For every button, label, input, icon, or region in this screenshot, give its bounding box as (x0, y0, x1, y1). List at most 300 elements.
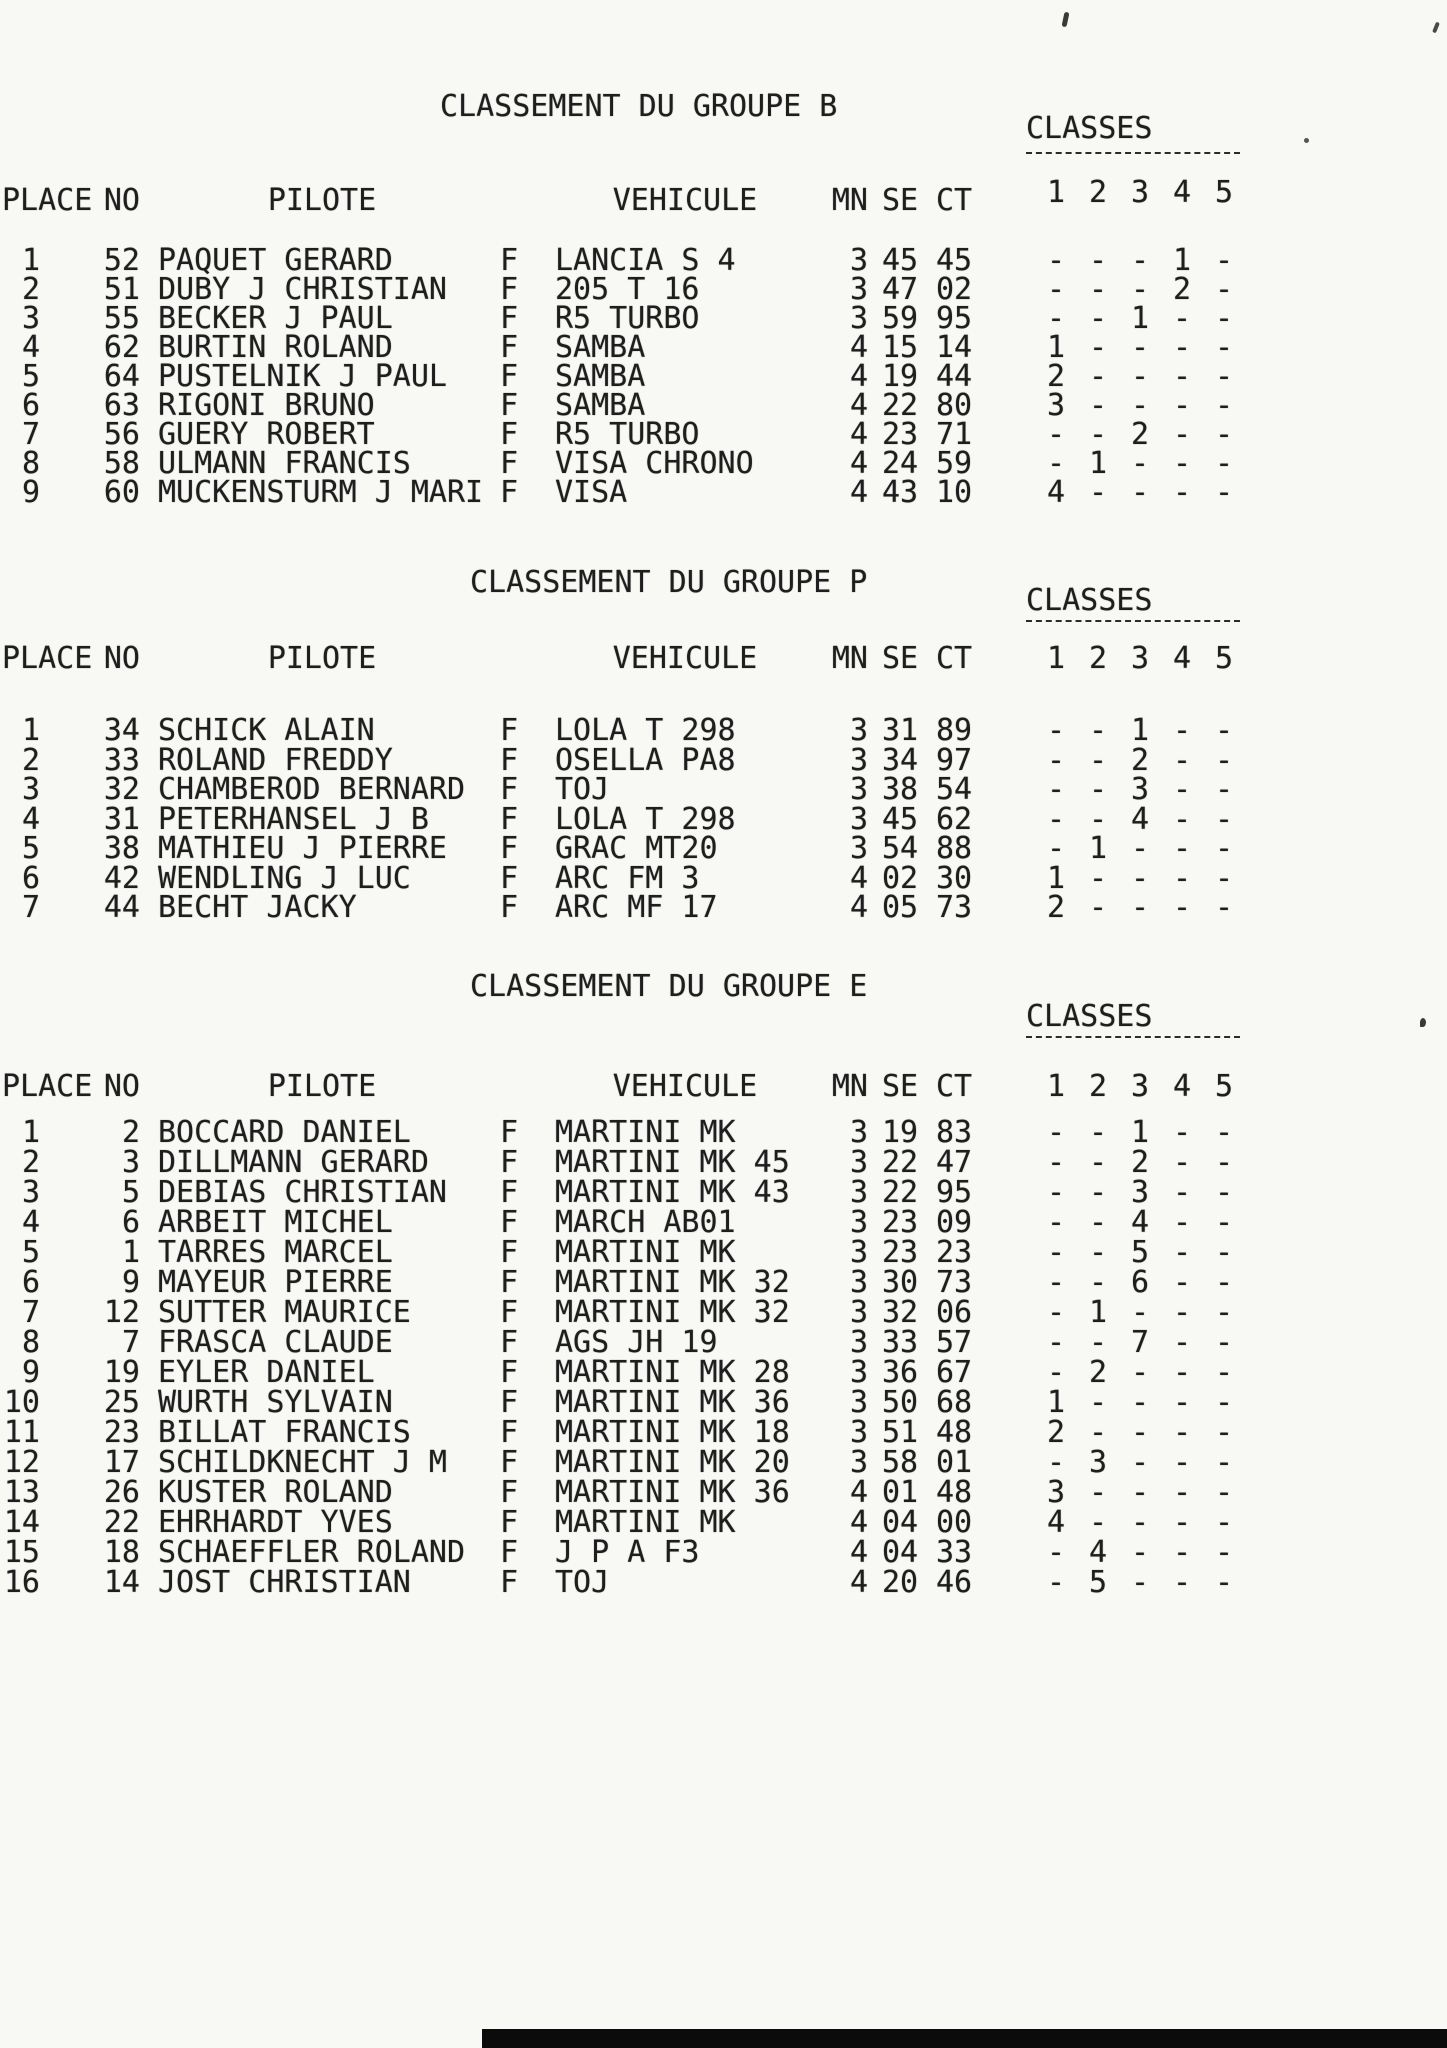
centiseconds-cell: 46 (935, 1565, 973, 1600)
place-cell: 10 (3, 1385, 40, 1420)
place-cell: 4 (21, 1205, 40, 1240)
result-row (0, 831, 1245, 866)
column-gap (980, 275, 1035, 304)
seconds-cell: 22 (881, 388, 919, 423)
class-5-cell: - (1214, 1205, 1234, 1240)
class-2-cell: 4 (1088, 1535, 1108, 1570)
class-5-cell: - (1214, 330, 1234, 365)
class-5-cell: - (1214, 1325, 1234, 1360)
class-1-cell: - (1046, 742, 1066, 778)
car-number-cell: 26 (103, 1475, 140, 1510)
class-1-cell: - (1046, 243, 1066, 278)
country-cell: F (500, 1175, 519, 1210)
centiseconds-cell: 59 (935, 446, 973, 481)
results-table-body (0, 1115, 1245, 1600)
minutes-cell: 4 (849, 1505, 868, 1540)
pilot-cell: GUERY ROBERT (158, 417, 375, 452)
vehicle-cell: MARTINI MK 32 (555, 1265, 790, 1300)
centiseconds-cell: 48 (935, 1415, 973, 1450)
vehicle-cell: R5 TURBO (555, 301, 700, 336)
scan-edge-artifact (482, 2029, 1447, 2048)
place-cell: 3 (21, 301, 40, 336)
class-4-header: 4 (1172, 175, 1192, 210)
minutes-cell: 4 (849, 1475, 868, 1510)
minutes-cell: 4 (849, 446, 868, 481)
centiseconds-cell: 68 (935, 1385, 973, 1420)
seconds-cell: 36 (881, 1355, 919, 1390)
pilot-cell: DEBIAS CHRISTIAN (158, 1175, 447, 1210)
country-cell: F (500, 713, 519, 748)
minutes-cell: 3 (849, 713, 868, 748)
vehicle-cell: MARTINI MK 18 (555, 1415, 790, 1450)
class-2-cell: 5 (1088, 1565, 1108, 1600)
centiseconds-cell: 88 (935, 831, 973, 866)
class-3-cell: 1 (1130, 713, 1150, 748)
result-row (0, 1115, 1245, 1150)
class-3-cell: 3 (1130, 1175, 1150, 1210)
result-row (0, 1355, 1245, 1390)
result-row (0, 243, 1245, 278)
seconds-cell: 23 (881, 417, 919, 452)
number-header: NO (103, 641, 140, 676)
class-5-cell: - (1214, 475, 1234, 510)
country-header (500, 644, 540, 674)
column-gap (980, 1538, 1035, 1568)
class-3-cell: - (1130, 1475, 1150, 1510)
class-4-cell: - (1172, 772, 1192, 807)
class-3-cell: 4 (1130, 1205, 1150, 1240)
place-header: PLACE (2, 641, 93, 676)
class-1-cell: 3 (1046, 388, 1066, 423)
seconds-cell: 04 (881, 1505, 919, 1540)
seconds-cell: 30 (881, 1265, 919, 1300)
class-1-cell: 1 (1046, 1385, 1066, 1420)
car-number-cell: 64 (103, 359, 140, 394)
pilot-cell: FRASCA CLAUDE (158, 1325, 393, 1360)
class-1-cell: - (1046, 1565, 1066, 1600)
class-3-cell: - (1130, 243, 1150, 278)
pilot-cell: PETERHANSEL J B (158, 801, 429, 837)
class-3-cell: 1 (1130, 301, 1150, 336)
car-number-cell: 2 (121, 1115, 140, 1150)
place-cell: 7 (21, 1295, 40, 1330)
pilot-cell: EYLER DANIEL (158, 1355, 375, 1390)
class-4-cell: - (1172, 446, 1192, 481)
car-number-cell: 62 (103, 330, 140, 365)
column-gap (980, 1388, 1035, 1418)
seconds-cell: 38 (881, 772, 919, 807)
scan-speck (1061, 12, 1069, 28)
class-3-cell: 2 (1130, 1145, 1150, 1180)
minutes-cell: 3 (849, 742, 868, 778)
centiseconds-cell: 67 (935, 1355, 973, 1390)
minutes-cell: 3 (849, 272, 868, 307)
pilot-cell: MATHIEU J PIERRE (158, 831, 447, 866)
class-5-cell: - (1214, 772, 1234, 807)
seconds-cell: 43 (881, 475, 919, 510)
place-header: PLACE (2, 183, 93, 218)
pilot-cell: MAYEUR PIERRE (158, 1265, 393, 1300)
column-gap (980, 775, 1035, 805)
car-number-cell: 6 (121, 1205, 140, 1240)
centiseconds-cell: 01 (935, 1445, 973, 1480)
country-cell: F (500, 1565, 519, 1600)
scan-speck (1432, 22, 1440, 34)
car-number-cell: 14 (103, 1565, 140, 1600)
class-2-cell: - (1088, 417, 1108, 452)
class-1-cell: - (1046, 1295, 1066, 1330)
place-cell: 5 (21, 831, 40, 866)
vehicle-cell: MARTINI MK (555, 1505, 736, 1540)
vehicle-cell: MARTINI MK (555, 1235, 736, 1270)
vehicle-header: VEHICULE (612, 641, 758, 676)
place-cell: 15 (3, 1535, 40, 1570)
minutes-cell: 3 (849, 772, 868, 807)
result-row (0, 388, 1245, 423)
centiseconds-cell: 80 (935, 388, 973, 423)
vehicle-cell: SAMBA (555, 359, 646, 394)
class-5-cell: - (1214, 417, 1234, 452)
centiseconds-cell: 95 (935, 301, 973, 336)
centiseconds-cell: 30 (935, 860, 973, 896)
column-gap (980, 304, 1035, 333)
class-4-cell: - (1172, 1355, 1192, 1390)
class-4-cell: - (1172, 1535, 1192, 1570)
minutes-cell: 4 (849, 388, 868, 423)
car-number-cell: 5 (121, 1175, 140, 1210)
result-row (0, 1535, 1245, 1570)
country-cell: F (500, 388, 519, 423)
class-2-cell: - (1088, 713, 1108, 748)
class-3-cell: - (1130, 1355, 1150, 1390)
class-4-cell: - (1172, 301, 1192, 336)
seconds-cell: 45 (881, 801, 919, 837)
column-gap (980, 893, 1035, 923)
result-row (0, 417, 1245, 452)
class-1-cell: - (1046, 1535, 1066, 1570)
class-2-cell: - (1088, 330, 1108, 365)
result-row (0, 742, 1245, 778)
result-row (0, 890, 1245, 925)
car-number-cell: 1 (121, 1235, 140, 1270)
class-2-cell: - (1088, 860, 1108, 896)
class-1-cell: - (1046, 1355, 1066, 1390)
class-3-cell: - (1130, 1385, 1150, 1420)
class-5-cell: - (1214, 359, 1234, 394)
class-3-cell: - (1130, 330, 1150, 365)
vehicle-cell: MARTINI MK 45 (555, 1145, 790, 1180)
country-cell: F (500, 1295, 519, 1330)
class-1-cell: - (1046, 446, 1066, 481)
car-number-cell: 34 (103, 713, 140, 748)
vehicle-cell: VISA CHRONO (555, 446, 754, 481)
centiseconds-cell: 83 (935, 1115, 973, 1150)
minutes-cell: 3 (849, 1415, 868, 1450)
centiseconds-cell: 97 (935, 742, 973, 778)
pilot-cell: KUSTER ROLAND (158, 1475, 393, 1510)
vehicle-cell: ARC FM 3 (555, 860, 700, 896)
country-cell: F (500, 1205, 519, 1240)
class-1-cell: - (1046, 301, 1066, 336)
seconds-cell: 19 (881, 1115, 919, 1150)
seconds-cell: 24 (881, 446, 919, 481)
column-gap (980, 1148, 1035, 1178)
seconds-header: SE (881, 1069, 919, 1104)
class-2-cell: - (1088, 243, 1108, 278)
place-cell: 16 (3, 1565, 40, 1600)
vehicle-cell: MARCH AB01 (555, 1205, 736, 1240)
class-4-cell: - (1172, 890, 1192, 925)
class-1-cell: 2 (1046, 890, 1066, 925)
result-row (0, 359, 1245, 394)
class-2-cell: - (1088, 388, 1108, 423)
class-3-cell: - (1130, 1535, 1150, 1570)
result-row (0, 301, 1245, 336)
pilot-cell: ULMANN FRANCIS (158, 446, 411, 481)
country-cell: F (500, 1355, 519, 1390)
class-2-cell: - (1088, 772, 1108, 807)
class-5-cell: - (1214, 1295, 1234, 1330)
class-5-cell: - (1214, 1415, 1234, 1450)
class-5-cell: - (1214, 1355, 1234, 1390)
class-2-cell: - (1088, 890, 1108, 925)
centis-header: CT (935, 183, 973, 218)
vehicle-cell: AGS JH 19 (555, 1325, 718, 1360)
pilot-cell: SUTTER MAURICE (158, 1295, 411, 1330)
car-number-cell: 17 (103, 1445, 140, 1480)
car-number-cell: 18 (103, 1535, 140, 1570)
pilot-cell: BECKER J PAUL (158, 301, 393, 336)
pilot-cell: RIGONI BRUNO (158, 388, 375, 423)
minutes-cell: 3 (849, 1265, 868, 1300)
seconds-cell: 22 (881, 1145, 919, 1180)
vehicle-cell: MARTINI MK 36 (555, 1475, 790, 1510)
class-2-cell: 1 (1088, 446, 1108, 481)
class-5-cell: - (1214, 243, 1234, 278)
class-4-cell: - (1172, 1565, 1192, 1600)
result-row (0, 1265, 1245, 1300)
class-5-cell: - (1214, 446, 1234, 481)
minutes-cell: 3 (849, 1295, 868, 1330)
country-cell: F (500, 1415, 519, 1450)
minutes-cell: 3 (849, 1325, 868, 1360)
result-row (0, 1325, 1245, 1360)
class-5-cell: - (1214, 301, 1234, 336)
result-row (0, 446, 1245, 481)
class-2-header: 2 (1088, 175, 1108, 210)
pilot-cell: TARRES MARCEL (158, 1235, 393, 1270)
pilot-cell: SCHILDKNECHT J M (158, 1445, 447, 1480)
pilot-cell: ARBEIT MICHEL (158, 1205, 393, 1240)
minutes-header: MN (831, 641, 868, 676)
car-number-cell: 60 (103, 475, 140, 510)
class-1-cell: - (1046, 1265, 1066, 1300)
place-cell: 2 (21, 742, 40, 778)
centiseconds-cell: 02 (935, 272, 973, 307)
place-cell: 7 (21, 417, 40, 452)
number-header: NO (103, 183, 140, 218)
pilot-header: PILOTE (267, 1069, 377, 1104)
class-1-cell: - (1046, 1145, 1066, 1180)
class-4-cell: - (1172, 713, 1192, 748)
place-cell: 6 (21, 388, 40, 423)
place-cell: 7 (21, 890, 40, 925)
place-cell: 2 (21, 1145, 40, 1180)
column-gap (980, 478, 1035, 507)
vehicle-cell: GRAC MT20 (555, 831, 718, 866)
car-number-cell: 3 (121, 1145, 140, 1180)
column-gap (980, 246, 1035, 275)
pilot-cell: MUCKENSTURM J MARI (158, 475, 484, 510)
seconds-cell: 19 (881, 359, 919, 394)
car-number-cell: 23 (103, 1415, 140, 1450)
minutes-cell: 4 (849, 359, 868, 394)
place-header: PLACE (2, 1069, 93, 1104)
vehicle-cell: LOLA T 298 (555, 801, 736, 837)
place-cell: 3 (21, 1175, 40, 1210)
country-cell: F (500, 1325, 519, 1360)
class-5-cell: - (1214, 890, 1234, 925)
result-row (0, 860, 1245, 896)
class-5-cell: - (1214, 1115, 1234, 1150)
minutes-cell: 3 (849, 1235, 868, 1270)
class-5-cell: - (1214, 713, 1234, 748)
place-cell: 13 (3, 1475, 40, 1510)
class-3-header: 3 (1130, 175, 1150, 210)
centiseconds-cell: 95 (935, 1175, 973, 1210)
class-3-cell: 3 (1130, 772, 1150, 807)
class-4-cell: 1 (1172, 243, 1192, 278)
centiseconds-cell: 06 (935, 1295, 973, 1330)
class-2-cell: - (1088, 1325, 1108, 1360)
country-cell: F (500, 1475, 519, 1510)
class-2-cell: - (1088, 475, 1108, 510)
column-gap (980, 716, 1035, 746)
column-gap (980, 1118, 1035, 1148)
place-cell: 5 (21, 1235, 40, 1270)
class-4-cell: - (1172, 1325, 1192, 1360)
result-row (0, 1415, 1245, 1450)
class-2-header: 2 (1088, 1069, 1108, 1104)
seconds-cell: 04 (881, 1535, 919, 1570)
class-3-cell: - (1130, 890, 1150, 925)
seconds-cell: 54 (881, 831, 919, 866)
class-5-cell: - (1214, 1565, 1234, 1600)
class-4-cell: - (1172, 1205, 1192, 1240)
column-gap (980, 834, 1035, 864)
class-2-cell: - (1088, 742, 1108, 778)
class-2-cell: - (1088, 801, 1108, 837)
class-2-cell: - (1088, 1115, 1108, 1150)
centiseconds-cell: 71 (935, 417, 973, 452)
place-cell: 11 (3, 1415, 40, 1450)
vehicle-cell: OSELLA PA8 (555, 742, 736, 778)
pilot-cell: PUSTELNIK J PAUL (158, 359, 447, 394)
vehicle-cell: MARTINI MK 36 (555, 1385, 790, 1420)
country-cell: F (500, 1445, 519, 1480)
minutes-cell: 3 (849, 1145, 868, 1180)
table-header-row (0, 1069, 1245, 1104)
vehicle-header: VEHICULE (612, 1069, 758, 1104)
class-4-cell: - (1172, 860, 1192, 896)
result-row (0, 272, 1245, 307)
country-cell: F (500, 475, 519, 510)
vehicle-cell: TOJ (555, 1565, 610, 1600)
class-3-cell: - (1130, 388, 1150, 423)
car-number-cell: 33 (103, 742, 140, 778)
class-2-cell: - (1088, 1385, 1108, 1420)
vehicle-cell: MARTINI MK 32 (555, 1295, 790, 1330)
vehicle-cell: J P A F3 (555, 1535, 700, 1570)
class-1-cell: - (1046, 1445, 1066, 1480)
result-row (0, 1205, 1245, 1240)
seconds-cell: 22 (881, 1175, 919, 1210)
result-row (0, 1145, 1245, 1180)
minutes-cell: 3 (849, 1445, 868, 1480)
class-1-cell: - (1046, 272, 1066, 307)
class-3-cell: 2 (1130, 742, 1150, 778)
class-1-cell: - (1046, 801, 1066, 837)
class-3-cell: - (1130, 831, 1150, 866)
pilot-cell: BURTIN ROLAND (158, 330, 393, 365)
classes-header-label: CLASSES (1026, 583, 1153, 618)
result-row (0, 1175, 1245, 1210)
result-row (0, 1385, 1245, 1420)
car-number-cell: 55 (103, 301, 140, 336)
class-5-cell: - (1214, 831, 1234, 866)
vehicle-header: VEHICULE (612, 183, 758, 218)
number-header: NO (103, 1069, 140, 1104)
class-1-cell: - (1046, 1205, 1066, 1240)
car-number-cell: 44 (103, 890, 140, 925)
place-cell: 4 (21, 330, 40, 365)
vehicle-cell: VISA (555, 475, 628, 510)
country-cell: F (500, 1265, 519, 1300)
class-3-cell: - (1130, 860, 1150, 896)
column-gap (980, 1178, 1035, 1208)
country-cell: F (500, 1505, 519, 1540)
country-cell: F (500, 1235, 519, 1270)
results-table-body (0, 713, 1245, 925)
result-row (0, 1565, 1245, 1600)
minutes-cell: 3 (849, 1355, 868, 1390)
class-2-cell: - (1088, 272, 1108, 307)
class-2-cell: - (1088, 1235, 1108, 1270)
class-3-cell: - (1130, 359, 1150, 394)
vehicle-cell: 205 T 16 (555, 272, 700, 307)
class-5-header: 5 (1214, 641, 1234, 676)
class-3-header: 3 (1130, 641, 1150, 676)
country-cell: F (500, 359, 519, 394)
column-gap (980, 1418, 1035, 1448)
centiseconds-cell: 57 (935, 1325, 973, 1360)
vehicle-cell: MARTINI MK 43 (555, 1175, 790, 1210)
class-4-cell: - (1172, 742, 1192, 778)
minutes-cell: 4 (849, 417, 868, 452)
class-4-cell: - (1172, 1145, 1192, 1180)
class-2-cell: - (1088, 359, 1108, 394)
car-number-cell: 38 (103, 831, 140, 866)
car-number-cell: 9 (121, 1265, 140, 1300)
seconds-cell: 05 (881, 890, 919, 925)
minutes-header: MN (831, 1069, 868, 1104)
result-row (0, 475, 1245, 510)
result-row (0, 1445, 1245, 1480)
class-4-cell: - (1172, 359, 1192, 394)
class-3-cell: 4 (1130, 801, 1150, 837)
class-2-cell: - (1088, 1265, 1108, 1300)
class-4-cell: - (1172, 1115, 1192, 1150)
